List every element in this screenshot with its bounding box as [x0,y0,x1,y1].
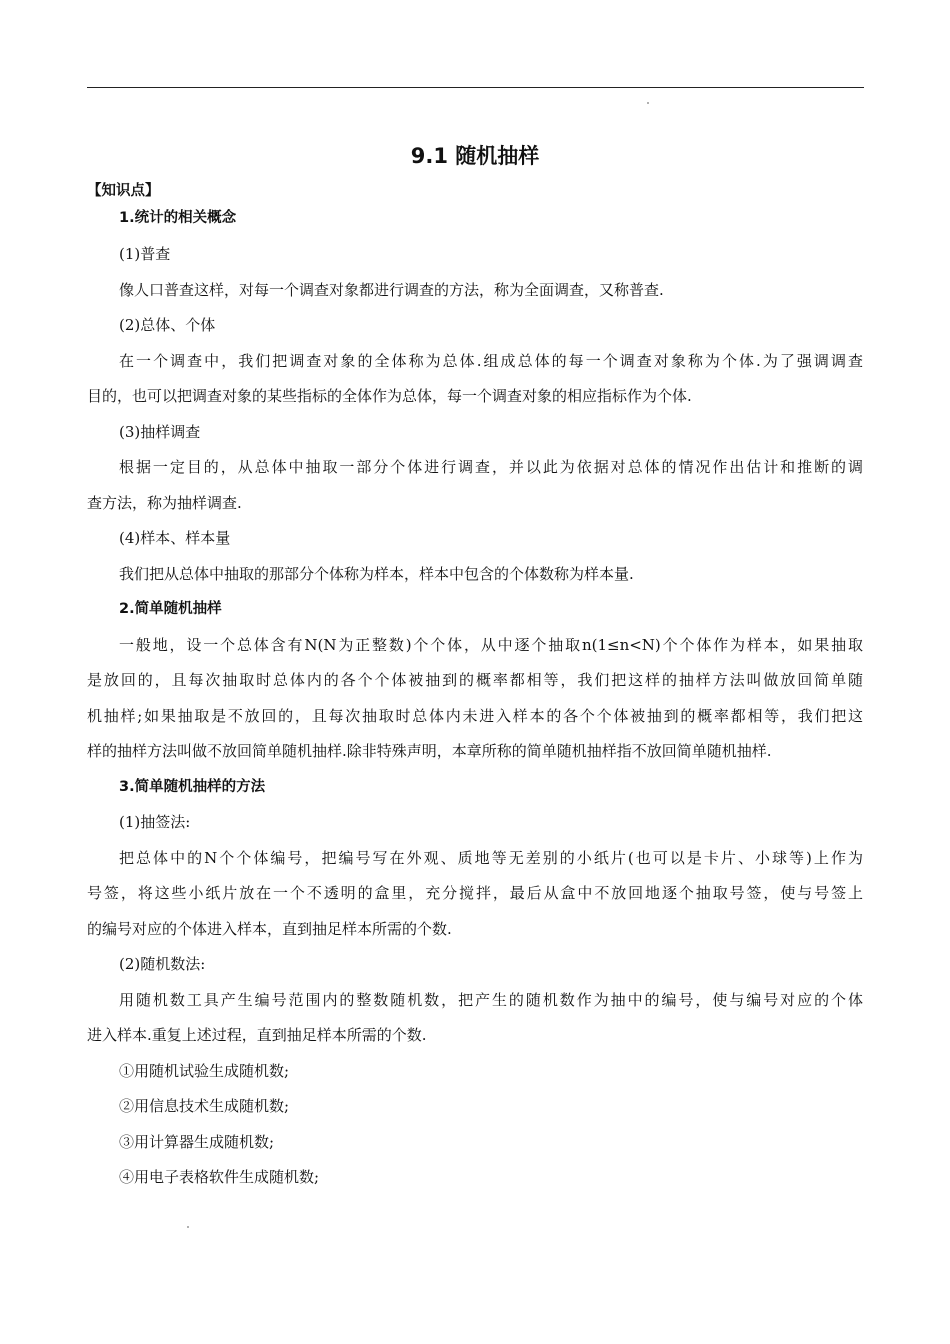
paragraph-line: 目的，也可以把调查对象的某些指标的全体作为总体，每一个调查对象的相应指标作为个体. [87,387,692,405]
heading-3: 3.简单随机抽样的方法 [119,778,266,795]
paragraph-line: 在一个调查中，我们把调查对象的全体称为总体.组成总体的每一个调查对象称为个体.为了强调调查 [119,351,863,370]
heading-1: 1.统计的相关概念 [119,210,237,226]
list-item: ②用信息技术生成随机数; [119,1097,290,1115]
paragraph-line: 我们把从总体中抽取的那部分个体称为样本，样本中包含的个体数称为样本量. [119,564,634,583]
paragraph-line: 的编号对应的个体进入样本，直到抽足样本所需的个数. [87,919,452,938]
paragraph-line: 机抽样;如果抽取是不放回的，且每次抽取时总体内未进入样本的各个个体被抽到的概率都相等，我们把这 [87,706,863,725]
paragraph-line: 一般地，设一个总体含有N(N为正整数)个个体，从中逐个抽取n(1≤n<N)个个体作为样本，如果抽取 [119,635,863,654]
stray-dot [647,102,649,104]
list-item: ④用电子表格软件生成随机数; [119,1168,320,1186]
paragraph-line: 样的抽样方法叫做不放回简单随机抽样.除非特殊声明，本章所称的简单随机抽样指不放回简单随机抽样. [87,742,772,760]
document-body [87,180,863,1196]
paragraph-line: 是放回的，且每次抽取时总体内的各个个体被抽到的概率都相等，我们把这样的抽样方法叫做放回简单随 [87,671,863,689]
paragraph-line: 把总体中的N个个体编号，把编号写在外观、质地等无差别的小纸片(也可以是卡片、小球等)上作为 [119,848,863,867]
subheading: (1)普查 [119,245,171,263]
paragraph-line: 号签，将这些小纸片放在一个不透明的盒里，充分搅拌，最后从盒中不放回地逐个抽取号签，使与号签上 [87,884,863,902]
subheading: (3)抽样调查 [119,422,201,441]
paragraph-line: 根据一定目的，从总体中抽取一部分个体进行调查，并以此为依据对总体的情况作出估计和推断的调 [119,458,863,476]
list-item: ③用计算器生成随机数; [119,1132,275,1151]
subheading: (2)随机数法: [119,955,206,973]
paragraph-line: 进入样本.重复上述过程，直到抽足样本所需的个数. [87,1026,427,1044]
page-title: 9.1 随机抽样 [410,144,540,168]
list-item: ①用随机试验生成随机数; [119,1061,290,1080]
subheading: (2)总体、个体 [119,316,216,334]
heading-2: 2.简单随机抽样 [119,601,222,617]
paragraph-line: 像人口普查这样，对每一个调查对象都进行调查的方法，称为全面调查，又称普查. [119,280,664,299]
header-rule [87,87,864,88]
paragraph-line: 查方法，称为抽样调查. [87,493,242,512]
subheading: (4)样本、样本量 [119,529,231,547]
paragraph-line: 用随机数工具产生编号范围内的整数随机数，把产生的随机数作为抽中的编号，使与编号对应的个体 [119,990,863,1009]
subheading: (1)抽签法: [119,813,191,831]
section-label: 【知识点】 [87,183,160,199]
stray-dot [187,1226,189,1228]
